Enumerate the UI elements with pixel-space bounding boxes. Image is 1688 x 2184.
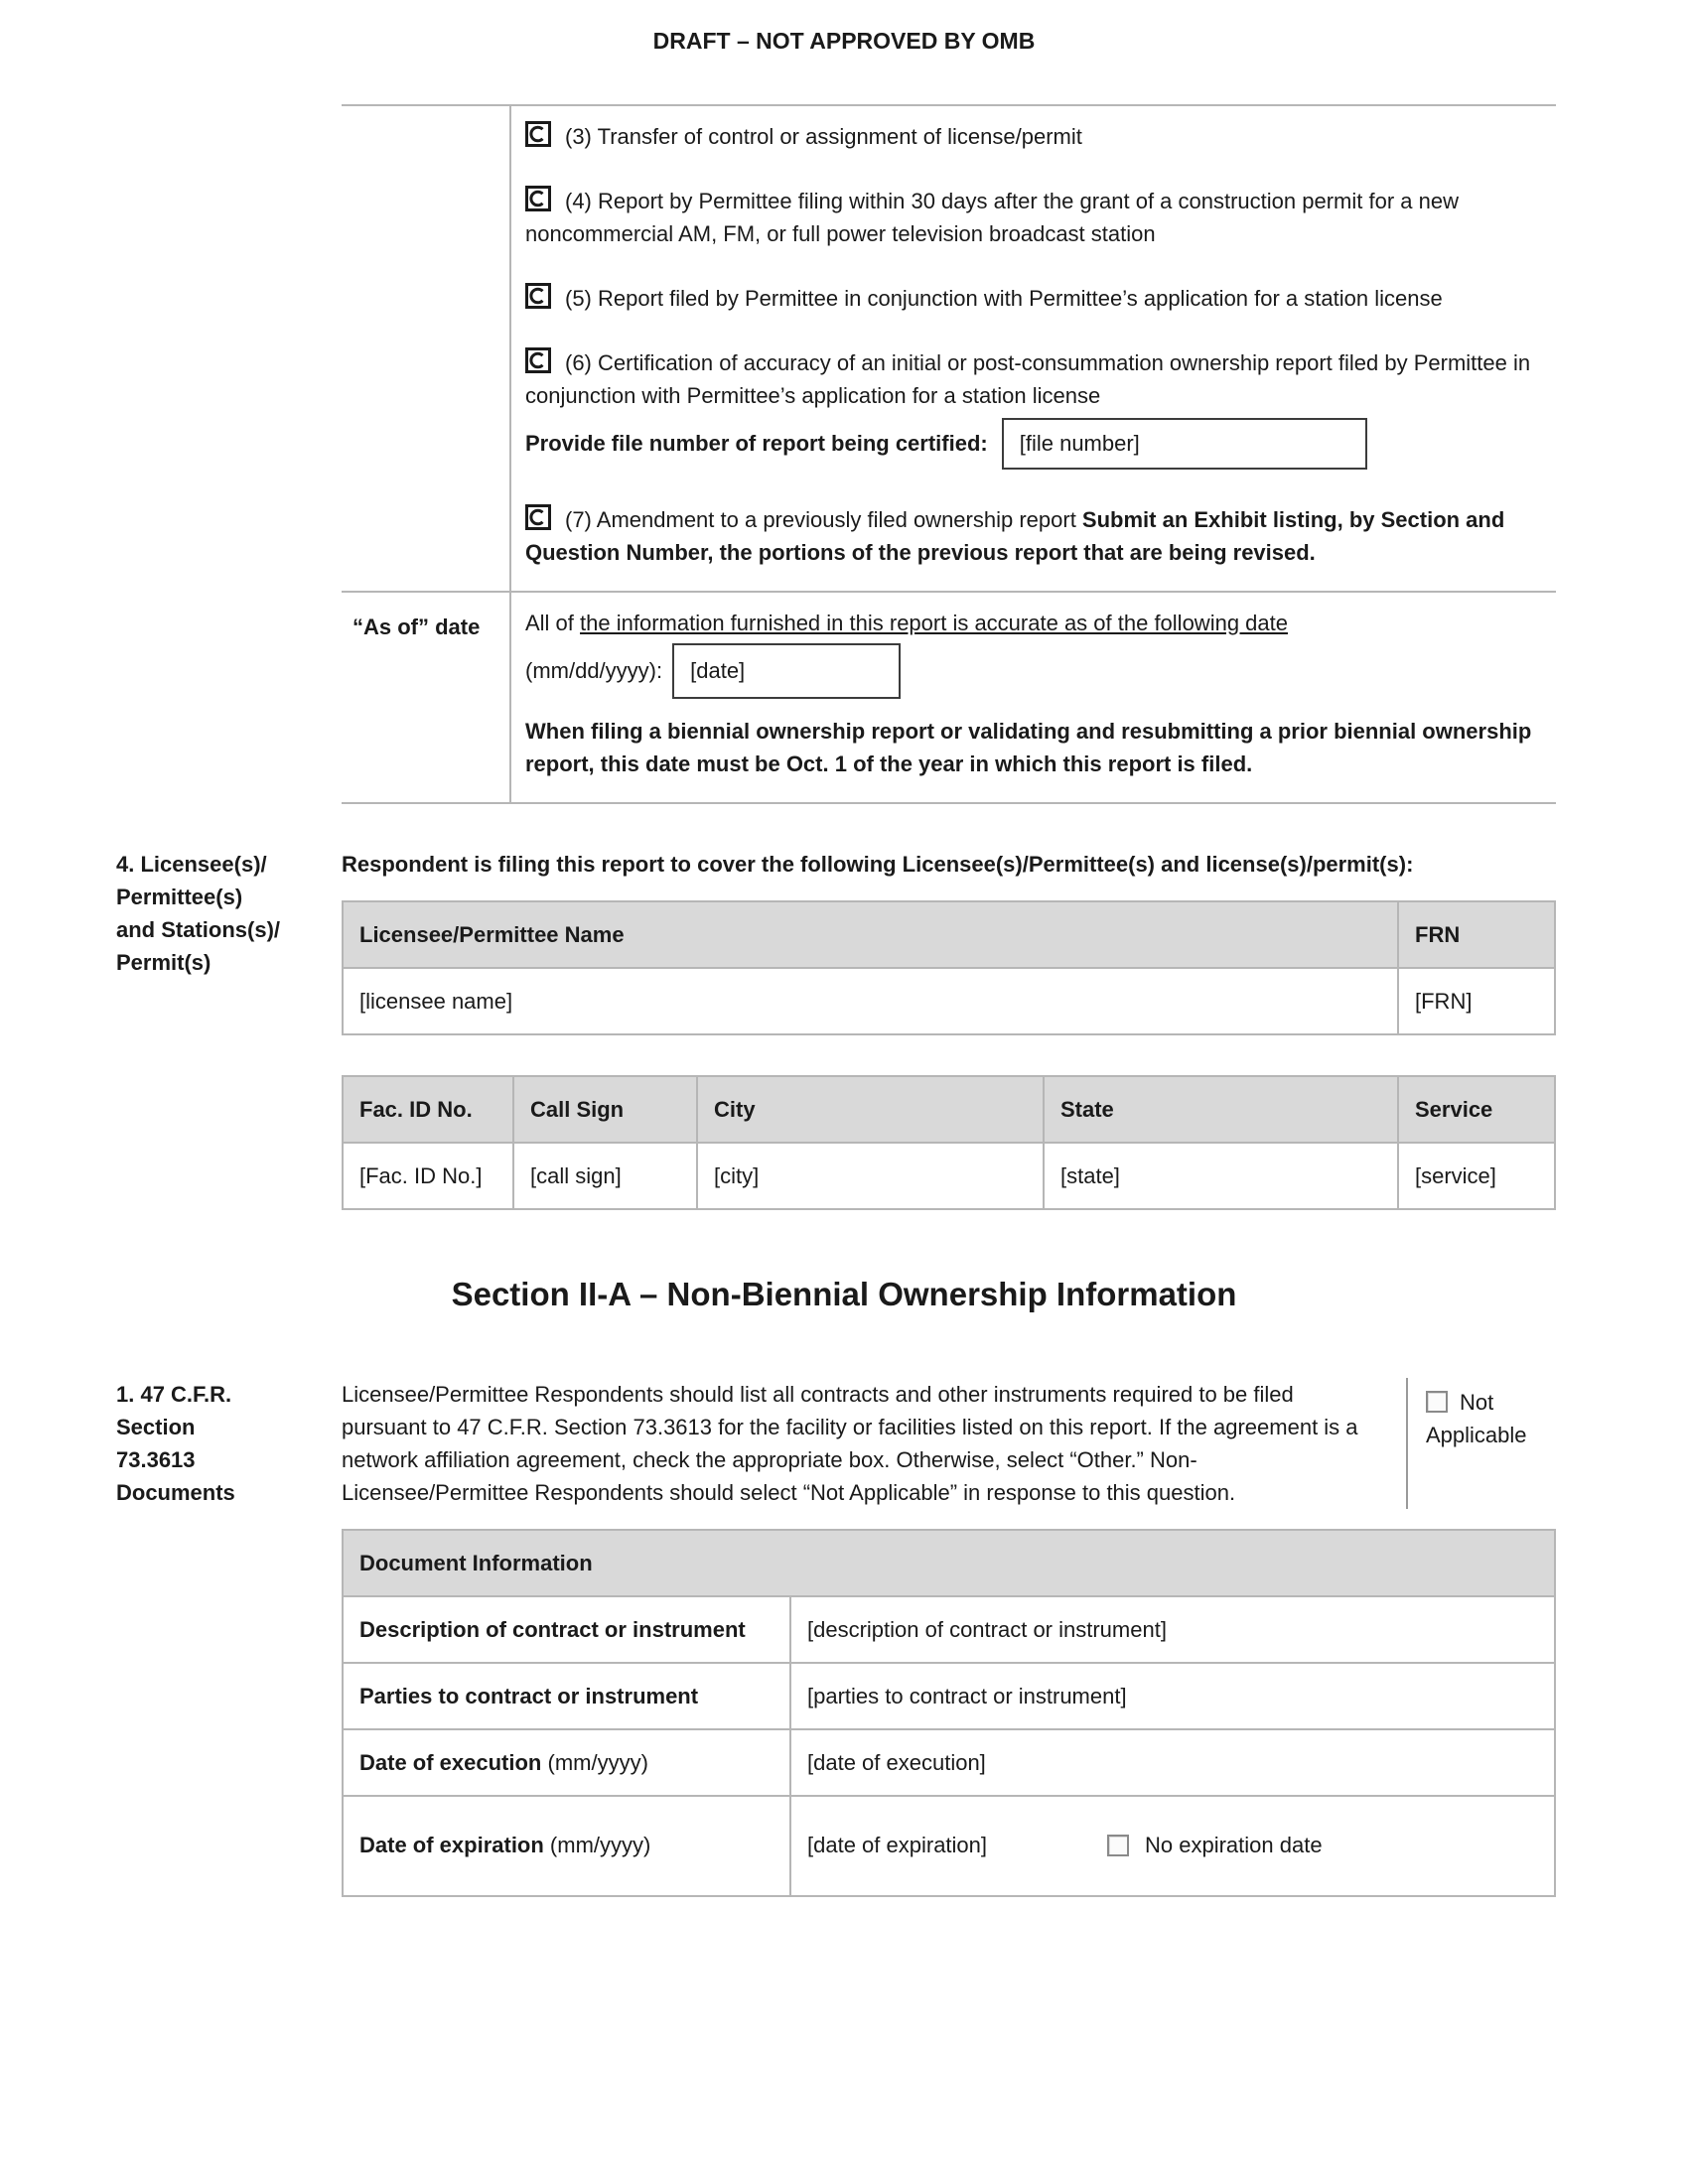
doc-parties-row <box>344 1662 1554 1728</box>
no-expiration-checkbox[interactable] <box>1107 1835 1129 1856</box>
doc-parties-label: Parties to contract or instrument <box>359 1684 699 1708</box>
section-4-intro: Respondent is filing this report to cover the following Licensee(s)/Permittee(s) and license(s)/permit(s): <box>342 851 1414 877</box>
as-of-date-row <box>342 591 1556 802</box>
option-checkbox-icon[interactable] <box>525 283 551 309</box>
doc-expiration-date-label: Date of expiration (mm/yyyy) <box>359 1833 651 1857</box>
doc-expiration-date-row <box>344 1795 1554 1895</box>
doc-parties-value: [parties to contract or instrument] <box>789 1664 1554 1728</box>
report-purpose-table <box>342 104 1556 804</box>
doc-expiration-line <box>807 1829 1538 1861</box>
purpose-options-content <box>511 106 1556 591</box>
q1-label-line: 1. 47 C.F.R. <box>116 1382 232 1407</box>
section-4-label-line: and Stations(s)/ <box>116 916 281 942</box>
doc-description-row <box>344 1595 1554 1662</box>
state-cell: [state] <box>1043 1144 1397 1208</box>
purpose-option-3-label: (3) Transfer of control or assignment of license/permit <box>565 123 1082 149</box>
option-checkbox-icon[interactable] <box>525 121 551 147</box>
call-sign-cell: [call sign] <box>512 1144 696 1208</box>
facility-id-cell: [Fac. ID No.] <box>359 1162 483 1188</box>
doc-execution-date-label: Date of execution (mm/yyyy) <box>359 1750 648 1775</box>
station-table-row <box>344 1142 1554 1208</box>
as-of-date-entry-line <box>525 643 1534 699</box>
not-applicable-checkbox[interactable] <box>1426 1391 1448 1413</box>
service-cell: [service] <box>1397 1144 1554 1208</box>
section-4-label-line: Permit(s) <box>116 949 211 975</box>
biennial-date-note: When filing a biennial ownership report or validating and resubmitting a prior biennial ownership report, this date must be Oct. 1 of the year in which this report is filed. <box>525 718 1532 776</box>
section-4-label-line: Permittee(s) <box>116 884 243 909</box>
q1-label <box>116 1378 342 1897</box>
purpose-option-6-label: (6) Certification of accuracy of an initial or post-consummation ownership report filed by Permittee in conjunction with Permittee’s application for a station license <box>525 349 1531 408</box>
doc-expiration-date-value: [date of expiration] <box>807 1833 988 1857</box>
draft-notice: DRAFT – NOT APPROVED BY OMB <box>652 28 1036 54</box>
doc-expiration-date-cell <box>789 1797 1554 1895</box>
purpose-option-3[interactable] <box>525 120 1534 153</box>
q1-instructions-row <box>342 1378 1556 1509</box>
q1-label-line: Section <box>116 1415 196 1439</box>
purpose-option-4[interactable] <box>525 185 1534 250</box>
purpose-option-6[interactable] <box>525 346 1534 472</box>
station-table-header-row <box>344 1077 1554 1142</box>
doc-execution-date-value: [date of execution] <box>789 1730 1554 1795</box>
purpose-option-5-label: (5) Report filed by Permittee in conjunction with Permittee’s application for a station license <box>565 285 1443 311</box>
option-checkbox-icon[interactable] <box>525 186 551 211</box>
purpose-option-7-label: (7) Amendment to a previously filed ownership report <box>565 506 1082 532</box>
purpose-option-7-exhibit-note: Submit an Exhibit listing, by Section and Question Number, the portions of the previous report that are being revised. <box>525 506 1505 565</box>
file-number-input[interactable] <box>1002 418 1367 470</box>
state-header: State <box>1043 1077 1397 1142</box>
no-expiration-label: No expiration date <box>1145 1833 1323 1857</box>
section-4-licensees <box>116 848 1688 1210</box>
licensee-table <box>342 900 1556 1035</box>
file-number-prompt: Provide file number of report being certified: <box>525 431 988 456</box>
city-header: City <box>696 1077 1043 1142</box>
licensee-name-cell: [licensee name] <box>359 988 513 1014</box>
purpose-option-5[interactable] <box>525 282 1534 315</box>
doc-table-header: Document Information <box>359 1551 593 1575</box>
q1-label-line: Documents <box>116 1480 235 1505</box>
doc-description-label: Description of contract or instrument <box>359 1617 746 1642</box>
as-of-date-label: “As of” date <box>342 593 511 802</box>
station-table <box>342 1075 1556 1210</box>
as-of-date-format-label: (mm/dd/yyyy): <box>525 658 663 683</box>
purpose-options-label-cell <box>342 106 511 591</box>
facility-id-header: Fac. ID No. <box>359 1096 473 1122</box>
option-checkbox-icon[interactable] <box>525 504 551 530</box>
doc-table-header-row <box>344 1531 1554 1595</box>
as-of-statement-prefix: All of <box>525 610 581 635</box>
doc-description-value: [description of contract or instrument] <box>789 1597 1554 1662</box>
as-of-statement-line1 <box>525 607 1534 639</box>
city-cell: [city] <box>696 1144 1043 1208</box>
licensee-name-header: Licensee/Permittee Name <box>359 921 625 947</box>
call-sign-header: Call Sign <box>512 1077 696 1142</box>
section-2a-question-1 <box>116 1378 1688 1897</box>
not-applicable-label: Not Applicable <box>1426 1390 1527 1447</box>
purpose-option-7[interactable] <box>525 503 1534 569</box>
not-applicable-cell <box>1406 1378 1556 1509</box>
file-number-line <box>525 416 1534 472</box>
section-2a-heading: Section II-A – Non-Biennial Ownership Information <box>451 1275 1237 1312</box>
purpose-option-4-label: (4) Report by Permittee filing within 30 days after the grant of a construction permit for a new noncommercial AM, FM, or full power television broadcast station <box>525 188 1459 246</box>
as-of-date-content <box>511 593 1556 802</box>
document-information-table <box>342 1529 1556 1897</box>
licensee-table-row <box>344 967 1554 1033</box>
file-number-value: [file number] <box>1019 431 1140 456</box>
q1-instructions: Licensee/Permittee Respondents should list all contracts and other instruments required to be filed pursuant to 47 C.F.R. Section 73.3613 for the facility or facilities listed on this report. If the agreement is a network affiliation agreement, check the appropriate box. Otherwise, select “Other.” Non-Licensee/Permittee Respondents should select “Not Applicable” in response to this question. <box>342 1382 1358 1505</box>
section-4-content <box>342 848 1556 1210</box>
option-checkbox-icon[interactable] <box>525 347 551 373</box>
section-4-label <box>116 848 342 1210</box>
as-of-statement-underlined: the information furnished in this report is accurate as of the following date <box>580 610 1288 635</box>
q1-label-line: 73.3613 <box>116 1447 196 1472</box>
doc-execution-date-row <box>344 1728 1554 1795</box>
q1-content <box>342 1378 1556 1897</box>
service-header: Service <box>1397 1077 1554 1142</box>
purpose-options-row <box>342 106 1556 591</box>
section-4-label-line: 4. Licensee(s)/ <box>116 851 267 877</box>
as-of-date-input[interactable] <box>672 643 901 699</box>
as-of-date-value: [date] <box>690 658 746 683</box>
frn-cell: [FRN] <box>1397 969 1554 1033</box>
licensee-table-header-row <box>344 902 1554 967</box>
frn-header: FRN <box>1397 902 1554 967</box>
